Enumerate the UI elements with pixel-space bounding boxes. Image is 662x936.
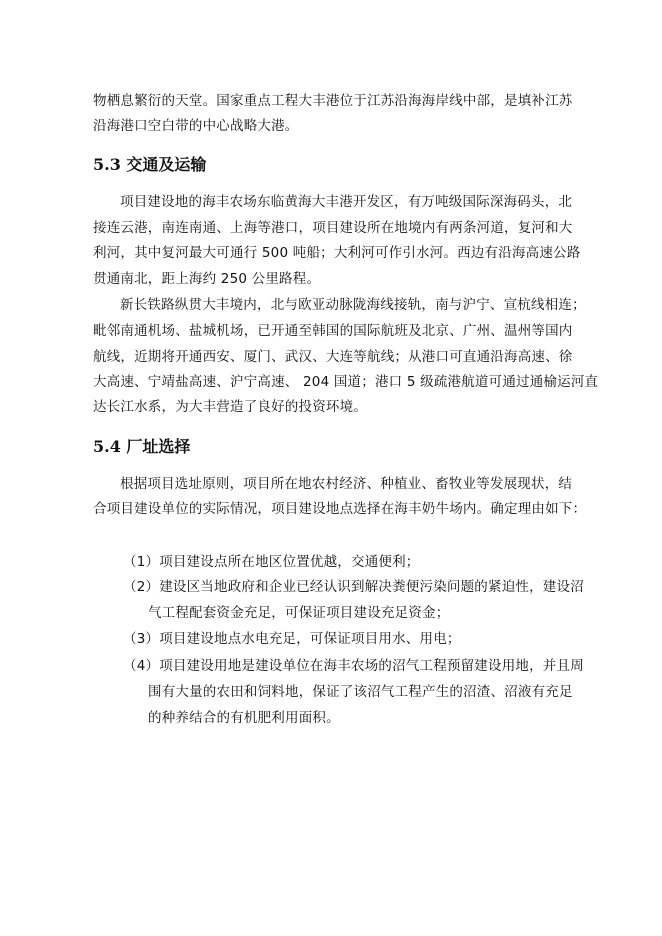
- list-item-3: （3）项目建设地点水电充足，可保证项目用水、用电；: [123, 631, 461, 647]
- paragraph-line: 达长江水系，为大丰营造了良好的投资环境。: [93, 399, 367, 415]
- list-item-4-cont: 的种养结合的有机肥利用面积。: [148, 710, 340, 726]
- list-item-2: （2）建设区当地政府和企业已经认识到解决粪便污染问题的紧迫性，建设沼: [123, 579, 584, 595]
- paragraph-line: 贯通南北，距上海约 250 公里路程。: [93, 271, 321, 287]
- paragraph-line: 航线，近期将开通西安、厦门、武汉、大连等航线；从港口可直通沿海高速、徐: [93, 349, 573, 365]
- paragraph-line: 大高速、宁靖盐高速、沪宁高速、 204 国道；港口 5 级疏港航道可通过通榆运河直: [93, 374, 599, 390]
- section-heading-5-3: 5.3 交通及运输: [93, 155, 207, 174]
- paragraph-line: 接连云港，南连南通、上海等港口，项目建设所在地境内有两条河道，复河和大: [93, 220, 573, 236]
- paragraph-line: 新长铁路纵贯大丰境内，北与欧亚动脉陇海线接轨，南与沪宁、宣杭线相连；: [120, 297, 586, 313]
- paragraph-line: 项目建设地的海丰农场东临黄海大丰港开发区，有万吨级国际深海码头，北: [120, 194, 573, 210]
- paragraph-line: 利河，其中复河最大可通行 500 吨船；大利河可作引水河。西边有沿海高速公路: [93, 245, 581, 261]
- paragraph-line: 根据项目选址原则，项目所在地农村经济、种植业、畜牧业等发展现状，结: [120, 476, 573, 492]
- list-item-4-cont: 围有大量的农田和饲料地，保证了该沼气工程产生的沼渣、沼液有充足: [148, 684, 573, 700]
- intro-line-2: 沿海港口空白带的中心战略大港。: [93, 118, 299, 134]
- paragraph-line: 合项目建设单位的实际情况，项目建设地点选择在海丰奶牛场内。确定理由如下：: [93, 501, 587, 517]
- list-item-4: （4）项目建设用地是建设单位在海丰农场的沼气工程预留建设用地，并且周: [123, 658, 584, 674]
- paragraph-line: 毗邻南通机场、盐城机场，已开通至韩国的国际航班及北京、广州、温州等国内: [93, 323, 573, 339]
- list-item-2-cont: 气工程配套资金充足，可保证项目建设充足资金；: [148, 605, 450, 621]
- intro-line-1: 物栖息繁衍的天堂。国家重点工程大丰港位于江苏沿海海岸线中部，是填补江苏: [93, 93, 573, 109]
- list-item-1: （1）项目建设点所在地区位置优越，交通便利；: [123, 554, 420, 570]
- section-heading-5-4: 5.4 厂址选择: [93, 437, 191, 456]
